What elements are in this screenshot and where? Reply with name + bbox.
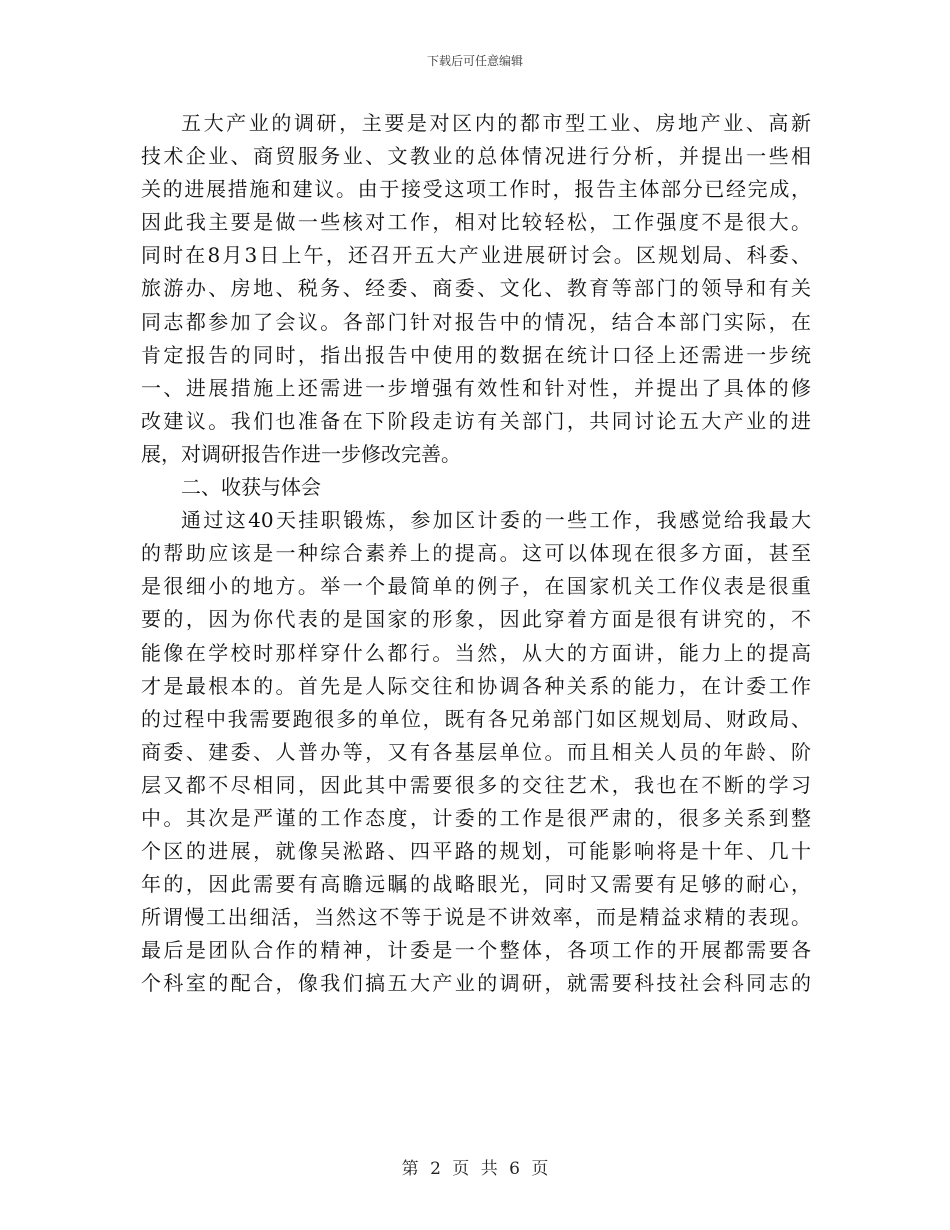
text-line: 同志都参加了会议。各部门针对报告中的情况，结合本部门实际，在 bbox=[141, 309, 811, 334]
text-line: 关的进展措施和建议。由于接受这项工作时，报告主体部分已经完成， bbox=[141, 177, 811, 202]
text-line: 个区的进展，就像吴淞路、四平路的规划，可能影响将是十年、几十 bbox=[141, 839, 811, 864]
document-body bbox=[141, 107, 811, 1001]
text-line: 因此我主要是做一些核对工作，相对比较轻松，工作强度不是很大。 bbox=[141, 210, 811, 235]
text-line: 个科室的配合，像我们搞五大产业的调研，就需要科技社会科同志的 bbox=[141, 971, 811, 996]
text-line: 才是最根本的。首先是人际交往和协调各种关系的能力，在计委工作 bbox=[141, 673, 811, 698]
page-number-footer: 第 2 页 共 6 页 bbox=[401, 1159, 549, 1179]
text-line: 所谓慢工出细活，当然这不等于说是不讲效率，而是精益求精的表现。 bbox=[141, 905, 811, 930]
text-line: 五大产业的调研，主要是对区内的都市型工业、房地产业、高新 bbox=[181, 111, 811, 135]
text-line: 技术企业、商贸服务业、文教业的总体情况进行分析，并提出一些相 bbox=[141, 144, 811, 169]
text-line: 年的，因此需要有高瞻远瞩的战略眼光，同时又需要有足够的耐心， bbox=[141, 872, 811, 897]
text-line: 能像在学校时那样穿什么都行。当然，从大的方面讲，能力上的提高 bbox=[141, 640, 811, 665]
text-line: 层又都不尽相同，因此其中需要很多的交往艺术，我也在不断的学习 bbox=[141, 772, 811, 797]
text-line: 改建议。我们也准备在下阶段走访有关部门，共同讨论五大产业的进 bbox=[141, 408, 811, 433]
text-line: 一、进展措施上还需进一步增强有效性和针对性，并提出了具体的修 bbox=[141, 375, 811, 400]
text-line: 旅游办、房地、税务、经委、商委、文化、教育等部门的领导和有关 bbox=[141, 276, 811, 301]
text-line: 要的，因为你代表的是国家的形象，因此穿着方面是很有讲究的，不 bbox=[141, 607, 811, 632]
text-line: 肯定报告的同时，指出报告中使用的数据在统计口径上还需进一步统 bbox=[141, 342, 811, 367]
text-line: 的过程中我需要跑很多的单位，既有各兄弟部门如区规划局、财政局、 bbox=[141, 706, 811, 731]
text-line: 中。其次是严谨的工作态度，计委的工作是很严肃的，很多关系到整 bbox=[141, 805, 811, 830]
text-line: 二、收获与体会 bbox=[181, 475, 321, 500]
text-line: 展，对调研报告作进一步修改完善。 bbox=[141, 441, 461, 466]
text-line: 是很细小的地方。举一个最简单的例子，在国家机关工作仪表是很重 bbox=[141, 574, 811, 599]
page-header: 下载后可任意编辑 bbox=[426, 54, 523, 68]
text-line: 最后是团队合作的精神，计委是一个整体，各项工作的开展都需要各 bbox=[141, 938, 811, 963]
text-line: 商委、建委、人普办等，又有各基层单位。而且相关人员的年龄、阶 bbox=[141, 739, 811, 764]
text-line: 的帮助应该是一种综合素养上的提高。这可以体现在很多方面，甚至 bbox=[141, 541, 811, 566]
text-line: 通过这40天挂职锻炼，参加区计委的一些工作，我感觉给我最大 bbox=[181, 508, 811, 533]
text-line: 同时在8月3日上午，还召开五大产业进展研讨会。区规划局、科委、 bbox=[141, 243, 811, 268]
